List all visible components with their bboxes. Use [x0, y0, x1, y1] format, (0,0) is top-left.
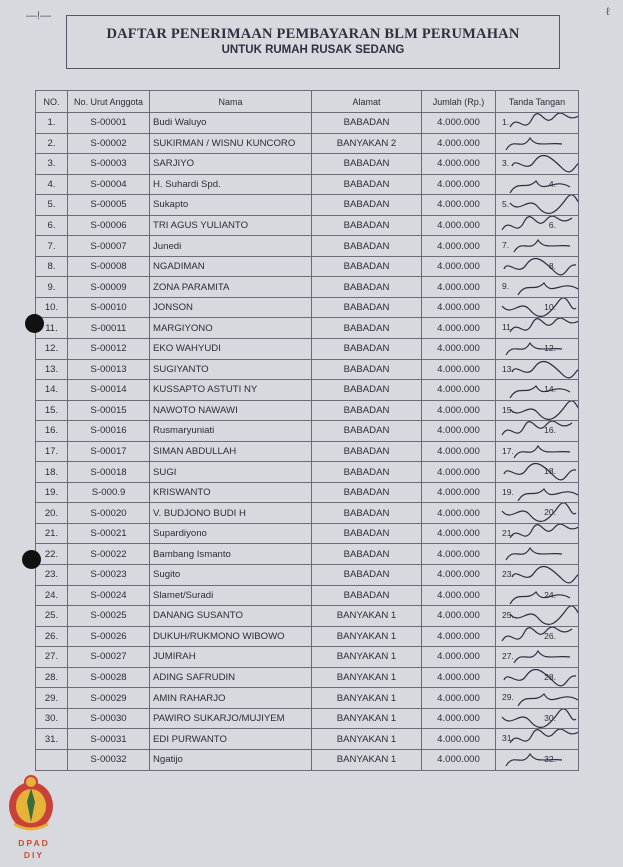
member-number: S-000.9: [68, 482, 150, 503]
member-address: BABADAN: [312, 565, 422, 586]
signature-cell: [496, 667, 579, 688]
member-name: TRI AGUS YULIANTO: [150, 215, 312, 236]
payment-amount: 4.000.000: [422, 277, 496, 298]
row-number: 18.: [36, 462, 68, 483]
payment-amount: 4.000.000: [422, 585, 496, 606]
member-name: Ngatijo: [150, 749, 312, 770]
member-number: S-00014: [68, 380, 150, 401]
row-number: 27.: [36, 647, 68, 668]
row-number: 25.: [36, 606, 68, 627]
row-number: 29.: [36, 688, 68, 709]
member-number: S-00007: [68, 236, 150, 257]
handwritten-signature: [496, 297, 579, 318]
member-number: S-00013: [68, 359, 150, 380]
member-name: V. BUDJONO BUDI H: [150, 503, 312, 524]
payment-amount: 4.000.000: [422, 421, 496, 442]
payment-amount: 4.000.000: [422, 154, 496, 175]
signature-number: 1.: [502, 117, 510, 127]
payment-amount: 4.000.000: [422, 441, 496, 462]
handwritten-signature: [496, 339, 579, 360]
signature-cell: [496, 708, 579, 729]
seal-emblem-icon: [4, 770, 58, 836]
table-row: [36, 400, 579, 421]
row-number: 16.: [36, 421, 68, 442]
row-number: 3.: [36, 154, 68, 175]
handwritten-signature: [496, 256, 579, 277]
payment-amount: 4.000.000: [422, 215, 496, 236]
handwritten-signature: [496, 667, 579, 688]
payment-amount: 4.000.000: [422, 667, 496, 688]
member-name: KUSSAPTO ASTUTI NY: [150, 380, 312, 401]
member-name: ZONA PARAMITA: [150, 277, 312, 298]
row-number: 14.: [36, 380, 68, 401]
handwritten-signature: [496, 749, 579, 770]
watermark-line-1: DPAD: [18, 838, 50, 848]
member-name: Sukapto: [150, 195, 312, 216]
member-number: S-00002: [68, 133, 150, 154]
member-name: Supardiyono: [150, 523, 312, 544]
handwritten-signature: [496, 626, 579, 647]
signature-cell: [496, 482, 579, 503]
payment-amount: 4.000.000: [422, 729, 496, 750]
table-row: [36, 154, 579, 175]
member-address: BABADAN: [312, 503, 422, 524]
signature-number: 15.: [502, 404, 514, 415]
signature-number: 23.: [502, 569, 514, 580]
signature-cell: [496, 277, 579, 298]
member-number: S-00018: [68, 462, 150, 483]
member-address: BABADAN: [312, 277, 422, 298]
table-header-row: [36, 91, 579, 113]
handwritten-signature: [496, 462, 579, 483]
member-number: S-00020: [68, 503, 150, 524]
row-number: 13.: [36, 359, 68, 380]
table-body: [36, 113, 579, 771]
signature-cell: [496, 359, 579, 380]
payment-amount: 4.000.000: [422, 236, 496, 257]
member-address: BABADAN: [312, 585, 422, 606]
column-header-no: NO.: [36, 91, 68, 113]
signature-cell: [496, 421, 579, 442]
table-row: [36, 339, 579, 360]
row-number: 24.: [36, 585, 68, 606]
member-number: S-00032: [68, 749, 150, 770]
table-row: [36, 688, 579, 709]
payment-amount: 4.000.000: [422, 523, 496, 544]
member-name: Sugito: [150, 565, 312, 586]
signature-cell: [496, 154, 579, 175]
member-number: S-00030: [68, 708, 150, 729]
signature-cell: [496, 236, 579, 257]
member-address: BANYAKAN 1: [312, 708, 422, 729]
table-row: [36, 606, 579, 627]
member-name: SUGI: [150, 462, 312, 483]
row-number: 30.: [36, 708, 68, 729]
payment-amount: 4.000.000: [422, 708, 496, 729]
row-number: 8.: [36, 256, 68, 277]
signature-cell: [496, 462, 579, 483]
signature-number: 6.: [548, 219, 556, 230]
member-address: BABADAN: [312, 400, 422, 421]
table-row: [36, 626, 579, 647]
signature-number: 25.: [502, 610, 514, 621]
signature-cell: [496, 380, 579, 401]
member-number: S-00022: [68, 544, 150, 565]
member-number: S-00001: [68, 113, 150, 134]
signature-cell: [496, 523, 579, 544]
signature-cell: [496, 544, 579, 565]
row-number: 1.: [36, 113, 68, 134]
member-address: BABADAN: [312, 297, 422, 318]
payment-table: [35, 90, 579, 771]
signature-cell: [496, 441, 579, 462]
table-row: [36, 277, 579, 298]
member-address: BABADAN: [312, 462, 422, 483]
table-row: [36, 195, 579, 216]
payment-amount: 4.000.000: [422, 318, 496, 339]
payment-amount: 4.000.000: [422, 565, 496, 586]
member-address: BABADAN: [312, 380, 422, 401]
signature-cell: [496, 688, 579, 709]
member-name: Rusmaryuniati: [150, 421, 312, 442]
member-name: AMIN RAHARJO: [150, 688, 312, 709]
table-row: [36, 523, 579, 544]
row-number: 21.: [36, 523, 68, 544]
table-row: [36, 647, 579, 668]
row-number: 10.: [36, 297, 68, 318]
handwritten-signature: [496, 380, 579, 401]
signature-number: 3.: [502, 158, 510, 169]
member-number: S-00012: [68, 339, 150, 360]
signature-number: 21.: [502, 527, 514, 538]
signature-number: 12.: [544, 343, 556, 354]
member-number: S-00023: [68, 565, 150, 586]
signature-cell: [496, 606, 579, 627]
member-name: SARJIYO: [150, 154, 312, 175]
signature-cell: [496, 174, 579, 195]
signature-number: 24.: [544, 589, 556, 600]
payment-amount: 4.000.000: [422, 339, 496, 360]
member-address: BABADAN: [312, 236, 422, 257]
signature-cell: [496, 503, 579, 524]
member-name: KRISWANTO: [150, 482, 312, 503]
table-row: [36, 421, 579, 442]
row-number: 5.: [36, 195, 68, 216]
member-number: S-00029: [68, 688, 150, 709]
signature-cell: [496, 133, 579, 154]
member-address: BABADAN: [312, 482, 422, 503]
signature-cell: [496, 297, 579, 318]
member-number: S-00027: [68, 647, 150, 668]
table-row: [36, 113, 579, 134]
handwritten-signature: [496, 503, 579, 524]
row-number: 26.: [36, 626, 68, 647]
member-address: BANYAKAN 1: [312, 688, 422, 709]
punch-hole-top: [25, 314, 44, 333]
column-header-amount: Jumlah (Rp.): [422, 91, 496, 113]
signature-number: 28.: [544, 671, 556, 682]
row-number: 31.: [36, 729, 68, 750]
table-row: [36, 462, 579, 483]
payment-amount: 4.000.000: [422, 133, 496, 154]
member-address: BANYAKAN 1: [312, 647, 422, 668]
signature-number: 8.: [548, 260, 556, 271]
payment-amount: 4.000.000: [422, 606, 496, 627]
member-address: BABADAN: [312, 441, 422, 462]
row-number: 23.: [36, 565, 68, 586]
signature-number: 18.: [544, 466, 556, 477]
member-name: Junedi: [150, 236, 312, 257]
archive-seal-logo: [4, 770, 58, 864]
member-address: BANYAKAN 2: [312, 133, 422, 154]
payment-amount: 4.000.000: [422, 688, 496, 709]
table-row: [36, 503, 579, 524]
member-name: NAWOTO NAWAWI: [150, 400, 312, 421]
member-number: S-00003: [68, 154, 150, 175]
handwritten-signature: [496, 133, 579, 154]
column-header-address: Alamat: [312, 91, 422, 113]
member-number: S-00004: [68, 174, 150, 195]
handwritten-signature: [496, 708, 579, 729]
payment-amount: 4.000.000: [422, 256, 496, 277]
payment-amount: 4.000.000: [422, 400, 496, 421]
member-number: S-00016: [68, 421, 150, 442]
member-name: H. Suhardi Spd.: [150, 174, 312, 195]
row-number: 22.: [36, 544, 68, 565]
signature-number: 5.: [502, 199, 510, 210]
row-number: 12.: [36, 339, 68, 360]
row-number: 6.: [36, 215, 68, 236]
member-name: DUKUH/RUKMONO WIBOWO: [150, 626, 312, 647]
payment-amount: 4.000.000: [422, 297, 496, 318]
member-address: BABADAN: [312, 113, 422, 134]
member-address: BABADAN: [312, 174, 422, 195]
payment-amount: 4.000.000: [422, 113, 496, 134]
signature-cell: [496, 318, 579, 339]
table-row: [36, 256, 579, 277]
member-address: BABADAN: [312, 154, 422, 175]
table-row: [36, 380, 579, 401]
member-name: EDI PURWANTO: [150, 729, 312, 750]
document-subtitle: UNTUK RUMAH RUSAK SEDANG: [221, 44, 405, 56]
handwritten-signature: [496, 585, 579, 606]
signature-cell: [496, 749, 579, 770]
member-name: EKO WAHYUDI: [150, 339, 312, 360]
member-address: BANYAKAN 1: [312, 667, 422, 688]
signature-cell: [496, 400, 579, 421]
member-address: BANYAKAN 1: [312, 606, 422, 627]
row-number: 7.: [36, 236, 68, 257]
payment-amount: 4.000.000: [422, 503, 496, 524]
member-address: BABADAN: [312, 421, 422, 442]
signature-number: 11.: [502, 322, 514, 333]
member-name: PAWIRO SUKARJO/MUJIYEM: [150, 708, 312, 729]
signature-number: 14.: [544, 384, 556, 395]
table-row: [36, 729, 579, 750]
corner-mark-right: ℓ: [606, 6, 610, 18]
signature-cell: [496, 647, 579, 668]
signature-number: 29.: [502, 692, 514, 703]
payment-amount: 4.000.000: [422, 626, 496, 647]
payment-amount: 4.000.000: [422, 174, 496, 195]
handwritten-signature: [496, 215, 579, 236]
member-address: BABADAN: [312, 523, 422, 544]
signature-number: 9.: [502, 281, 510, 292]
table-row: [36, 708, 579, 729]
row-number: 2.: [36, 133, 68, 154]
member-address: BANYAKAN 1: [312, 729, 422, 750]
member-address: BANYAKAN 1: [312, 626, 422, 647]
row-number: 17.: [36, 441, 68, 462]
column-header-signature: Tanda Tangan: [496, 91, 579, 113]
member-number: S-00005: [68, 195, 150, 216]
member-number: S-00008: [68, 256, 150, 277]
table-row: [36, 749, 579, 770]
signature-number: 30.: [544, 712, 556, 723]
member-address: BABADAN: [312, 256, 422, 277]
row-number: [36, 749, 68, 770]
column-header-name: Nama: [150, 91, 312, 113]
title-box: [66, 15, 560, 69]
member-name: SUKIRMAN / WISNU KUNCORO: [150, 133, 312, 154]
punch-hole-bottom: [22, 550, 41, 569]
payment-amount: 4.000.000: [422, 380, 496, 401]
row-number: 9.: [36, 277, 68, 298]
payment-amount: 4.000.000: [422, 647, 496, 668]
payment-amount: 4.000.000: [422, 544, 496, 565]
signature-cell: [496, 113, 579, 134]
member-number: S-00006: [68, 215, 150, 236]
signature-number: 16.: [544, 425, 556, 436]
member-number: S-00017: [68, 441, 150, 462]
payment-amount: 4.000.000: [422, 462, 496, 483]
payment-amount: 4.000.000: [422, 749, 496, 770]
member-number: S-00031: [68, 729, 150, 750]
table-row: [36, 174, 579, 195]
member-address: BABADAN: [312, 339, 422, 360]
row-number: 28.: [36, 667, 68, 688]
signature-number: 4.: [548, 178, 556, 189]
signature-number: 26.: [544, 630, 556, 641]
member-name: Slamet/Suradi: [150, 585, 312, 606]
member-name: Bambang Ismanto: [150, 544, 312, 565]
signature-number: 7.: [502, 240, 510, 251]
signature-cell: [496, 585, 579, 606]
signature-number: 32.: [544, 753, 556, 764]
member-address: BABADAN: [312, 195, 422, 216]
handwritten-signature: [496, 544, 579, 565]
member-number: S-00009: [68, 277, 150, 298]
member-number: S-00011: [68, 318, 150, 339]
signature-number: 10.: [544, 301, 556, 312]
member-address: BABADAN: [312, 318, 422, 339]
signature-cell: [496, 256, 579, 277]
member-address: BANYAKAN 1: [312, 749, 422, 770]
payment-amount: 4.000.000: [422, 359, 496, 380]
signature-number: 19.: [502, 486, 514, 497]
member-number: S-00028: [68, 667, 150, 688]
row-number: 4.: [36, 174, 68, 195]
member-name: DANANG SUSANTO: [150, 606, 312, 627]
member-name: JUMIRAH: [150, 647, 312, 668]
member-name: SUGIYANTO: [150, 359, 312, 380]
member-number: S-00025: [68, 606, 150, 627]
signature-cell: [496, 626, 579, 647]
signature-cell: [496, 215, 579, 236]
member-name: SIMAN ABDULLAH: [150, 441, 312, 462]
watermark-line-2: DIY: [23, 850, 45, 860]
signature-number: 31.: [502, 733, 514, 744]
payment-amount: 4.000.000: [422, 482, 496, 503]
handwritten-signature: [496, 421, 579, 442]
member-address: BABADAN: [312, 215, 422, 236]
table-row: [36, 297, 579, 318]
table-row: [36, 544, 579, 565]
signature-number: 13.: [502, 363, 514, 374]
member-name: Budi Waluyo: [150, 113, 312, 134]
row-number: 19.: [36, 482, 68, 503]
row-number: 20.: [36, 503, 68, 524]
member-number: S-00010: [68, 297, 150, 318]
table-row: [36, 236, 579, 257]
member-address: BABADAN: [312, 544, 422, 565]
member-name: NGADIMAN: [150, 256, 312, 277]
row-number: 11.: [36, 318, 68, 339]
signature-cell: [496, 565, 579, 586]
document-title: DAFTAR PENERIMAAN PEMBAYARAN BLM PERUMAHAN: [106, 26, 520, 42]
table-row: [36, 359, 579, 380]
member-name: ADING SAFRUDIN: [150, 667, 312, 688]
signature-cell: [496, 195, 579, 216]
member-number: S-00026: [68, 626, 150, 647]
signature-cell: [496, 339, 579, 360]
signature-number: 17.: [502, 445, 514, 456]
table-row: [36, 441, 579, 462]
member-number: S-00021: [68, 523, 150, 544]
row-number: 15.: [36, 400, 68, 421]
table-row: [36, 133, 579, 154]
corner-mark-left: —!—: [26, 10, 52, 22]
member-address: BABADAN: [312, 359, 422, 380]
member-name: MARGIYONO: [150, 318, 312, 339]
table-row: [36, 667, 579, 688]
handwritten-signature: [496, 174, 579, 195]
member-number: S-00024: [68, 585, 150, 606]
signature-cell: [496, 729, 579, 750]
table-row: [36, 318, 579, 339]
table-row: [36, 565, 579, 586]
table-row: [36, 215, 579, 236]
payment-amount: 4.000.000: [422, 195, 496, 216]
table-row: [36, 585, 579, 606]
member-name: JONSON: [150, 297, 312, 318]
member-number: S-00015: [68, 400, 150, 421]
signature-number: 20.: [544, 507, 556, 518]
column-header-member-number: No. Urut Anggota: [68, 91, 150, 113]
table-row: [36, 482, 579, 503]
signature-number: 27.: [502, 651, 514, 662]
